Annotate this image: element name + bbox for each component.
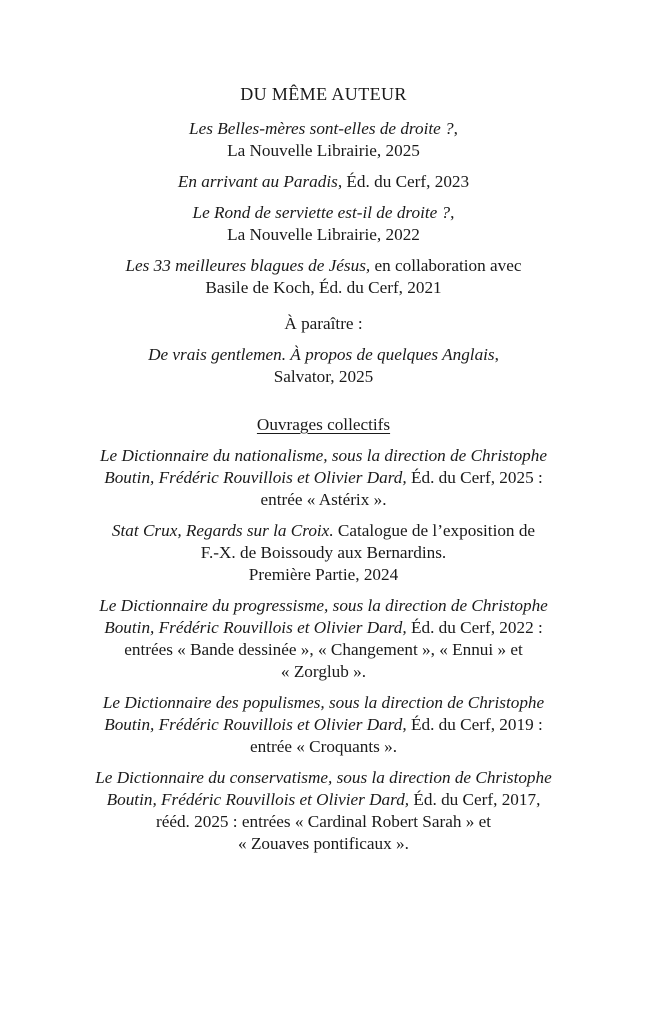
collective-entry bbox=[0, 445, 647, 511]
collective-entry bbox=[0, 520, 647, 586]
entry-line: Le Dictionnaire du nationalisme, sous la direction de Christophe bbox=[99, 446, 547, 465]
book-entry bbox=[0, 118, 647, 162]
book-separator: , bbox=[450, 203, 455, 222]
collective-entry bbox=[0, 767, 647, 855]
entry-line: Le Dictionnaire des populismes, sous la direction de Christophe bbox=[102, 693, 545, 712]
book-title: En arrivant au Paradis bbox=[177, 172, 338, 191]
entry-contents: entrée « Astérix ». bbox=[260, 490, 387, 509]
forthcoming-publisher: Salvator, 2025 bbox=[273, 367, 374, 386]
book-entry bbox=[0, 255, 647, 299]
forthcoming-label: À paraître : bbox=[284, 314, 363, 333]
book-publisher: Basile de Koch, Éd. du Cerf, 2021 bbox=[205, 278, 442, 297]
entry-editors: Boutin, Frédéric Rouvillois et Olivier Dard, bbox=[104, 468, 407, 487]
book-separator: , bbox=[494, 345, 499, 364]
entry-publisher: Éd. du Cerf, 2019 : bbox=[406, 715, 543, 734]
entry-contents: « Zorglub ». bbox=[280, 662, 367, 681]
entry-line: F.-X. de Boissoudy aux Bernardins. bbox=[200, 543, 447, 562]
entry-contents: rééd. 2025 : entrées « Cardinal Robert Sarah » et bbox=[155, 812, 492, 831]
entry-editors: Boutin, Frédéric Rouvillois et Olivier Dard, bbox=[104, 715, 407, 734]
entry-contents: « Zouaves pontificaux ». bbox=[238, 834, 409, 853]
entry-publisher: Éd. du Cerf, 2025 : bbox=[406, 468, 543, 487]
entry-title: Stat Crux, Regards sur la Croix. bbox=[111, 521, 334, 540]
book-publisher: La Nouvelle Librairie, 2025 bbox=[227, 141, 420, 160]
entry-line: Première Partie, 2024 bbox=[248, 565, 399, 584]
book-entry bbox=[0, 202, 647, 246]
book-publisher: , Éd. du Cerf, 2023 bbox=[337, 172, 470, 191]
book-separator: , bbox=[453, 119, 458, 138]
collective-entry bbox=[0, 692, 647, 758]
book-note: en collaboration avec bbox=[370, 256, 522, 275]
entry-line: Catalogue de l’exposition de bbox=[333, 521, 536, 540]
entry-editors: Boutin, Frédéric Rouvillois et Olivier Dard, bbox=[104, 618, 407, 637]
forthcoming-section bbox=[0, 313, 647, 388]
collective-title: Ouvrages collectifs bbox=[256, 415, 391, 434]
book-title: Les Belles-mères sont-elles de droite ? bbox=[189, 119, 454, 138]
page-heading: DU MÊME AUTEUR bbox=[240, 84, 407, 104]
entry-line: Le Dictionnaire du conservatisme, sous la direction de Christophe bbox=[95, 768, 552, 787]
collective-entry bbox=[0, 595, 647, 683]
entry-editors: Boutin, Frédéric Rouvillois et Olivier Dard, bbox=[106, 790, 410, 809]
collective-section bbox=[0, 414, 647, 436]
entry-publisher: Éd. du Cerf, 2017, bbox=[409, 790, 541, 809]
book-title: Les 33 meilleures blagues de Jésus, bbox=[125, 256, 371, 275]
forthcoming-title: De vrais gentlemen. À propos de quelques Anglais bbox=[148, 345, 495, 364]
book-publisher: La Nouvelle Librairie, 2022 bbox=[227, 225, 420, 244]
book-title: Le Rond de serviette est-il de droite ? bbox=[192, 203, 451, 222]
book-entry bbox=[0, 171, 647, 193]
entry-line: Le Dictionnaire du progressisme, sous la direction de Christophe bbox=[99, 596, 548, 615]
entry-publisher: Éd. du Cerf, 2022 : bbox=[406, 618, 543, 637]
entry-contents: entrée « Croquants ». bbox=[249, 737, 397, 756]
entry-contents: entrées « Bande dessinée », « Changement », « Ennui » et bbox=[124, 640, 523, 659]
